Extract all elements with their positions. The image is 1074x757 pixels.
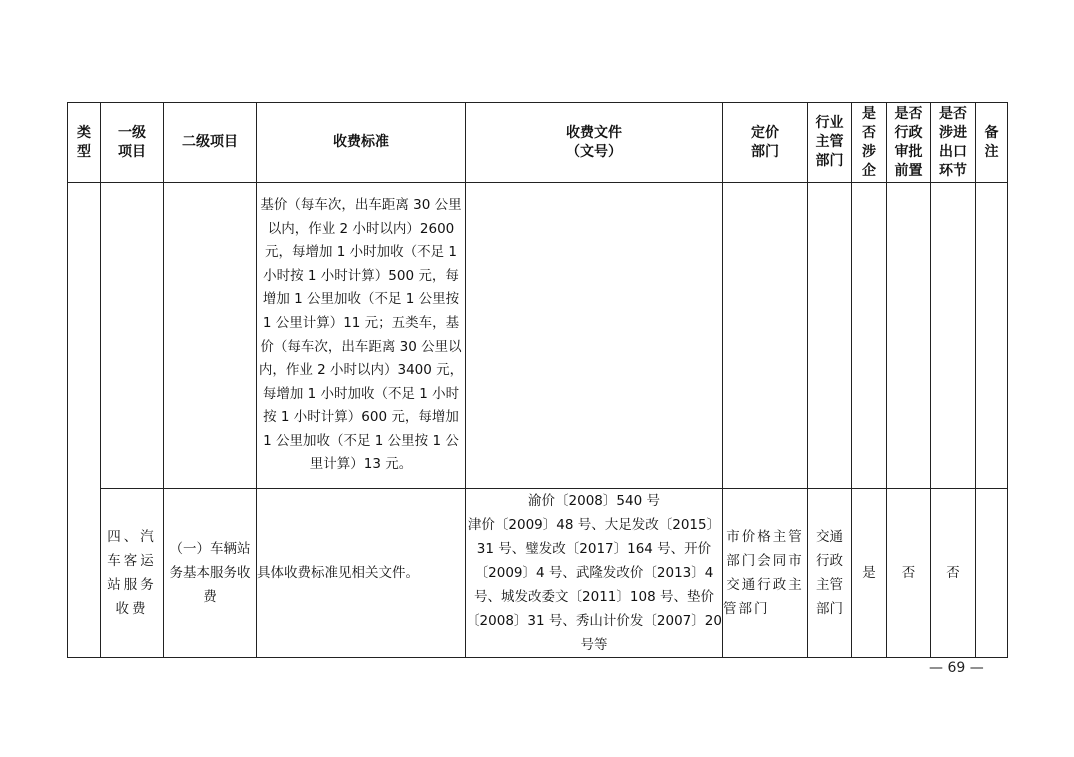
- header-pricing-dept: 定价 部门: [723, 103, 808, 183]
- cell-level1: [101, 183, 164, 489]
- cell-remark: [976, 489, 1008, 658]
- header-type: 类 型: [68, 103, 101, 183]
- cell-enterprise: 是: [852, 489, 887, 658]
- cell-import-export: 否: [931, 489, 976, 658]
- table-row: [68, 183, 1008, 489]
- cell-type: [68, 183, 101, 658]
- header-import-export: 是否 涉进 出口 环节: [931, 103, 976, 183]
- cell-remark: [976, 183, 1008, 489]
- header-level1: 一级 项目: [101, 103, 164, 183]
- cell-standard: 基价（每车次，出车距离 30 公里以内，作业 2 小时以内）2600 元，每增加 1 小时加收（不足 1 小时按 1 小时计算）500 元，每增加 1 公里加收（不足 1 公里按 1 公里计算）11 元；五类车，基价（每车次，出车距离 30 公里以内，作业 2 小时以内）3400 元，每增加 1 小时加收（不足 1 小时按 1 小时计算）600 元，每增加 1 公里加收（不足 1 公里按 1 公里计算）13 元。: [257, 183, 466, 489]
- header-level2: 二级项目: [164, 103, 257, 183]
- header-industry-dept: 行业 主管 部门: [808, 103, 852, 183]
- cell-level2: （一）车辆站务基本服务收费: [164, 489, 257, 658]
- header-remark: 备 注: [976, 103, 1008, 183]
- cell-pricing-dept: [723, 183, 808, 489]
- cell-level2: [164, 183, 257, 489]
- cell-industry-dept: 交通 行政 主管 部门: [808, 489, 852, 658]
- cell-level1: 四、汽车客运站服务收费: [101, 489, 164, 658]
- header-docs: 收费文件 （文号）: [466, 103, 723, 183]
- page-number: — 69 —: [929, 660, 984, 676]
- cell-approval: 否: [887, 489, 931, 658]
- cell-enterprise: [852, 183, 887, 489]
- cell-pricing-dept: 市价格主管部门会同市交通行政主管部门: [723, 489, 808, 658]
- cell-docs: 渝价〔2008〕540 号 津价〔2009〕48 号、大足发改〔2015〕31 号、璧发改〔2017〕164 号、开价〔2009〕4 号、武隆发改价〔2013〕4 号、城发改委文〔2011〕108 号、垫价〔2008〕31 号、秀山计价发〔2007〕20 号等: [466, 489, 723, 658]
- cell-industry-dept: [808, 183, 852, 489]
- table-row: [68, 489, 1008, 658]
- cell-standard: 具体收费标准见相关文件。: [257, 489, 466, 658]
- cell-docs: [466, 183, 723, 489]
- header-standard: 收费标准: [257, 103, 466, 183]
- fee-table: [67, 102, 1008, 658]
- header-enterprise: 是 否 涉 企: [852, 103, 887, 183]
- cell-import-export: [931, 183, 976, 489]
- header-approval: 是否 行政 审批 前置: [887, 103, 931, 183]
- table-header-row: [68, 103, 1008, 183]
- cell-approval: [887, 183, 931, 489]
